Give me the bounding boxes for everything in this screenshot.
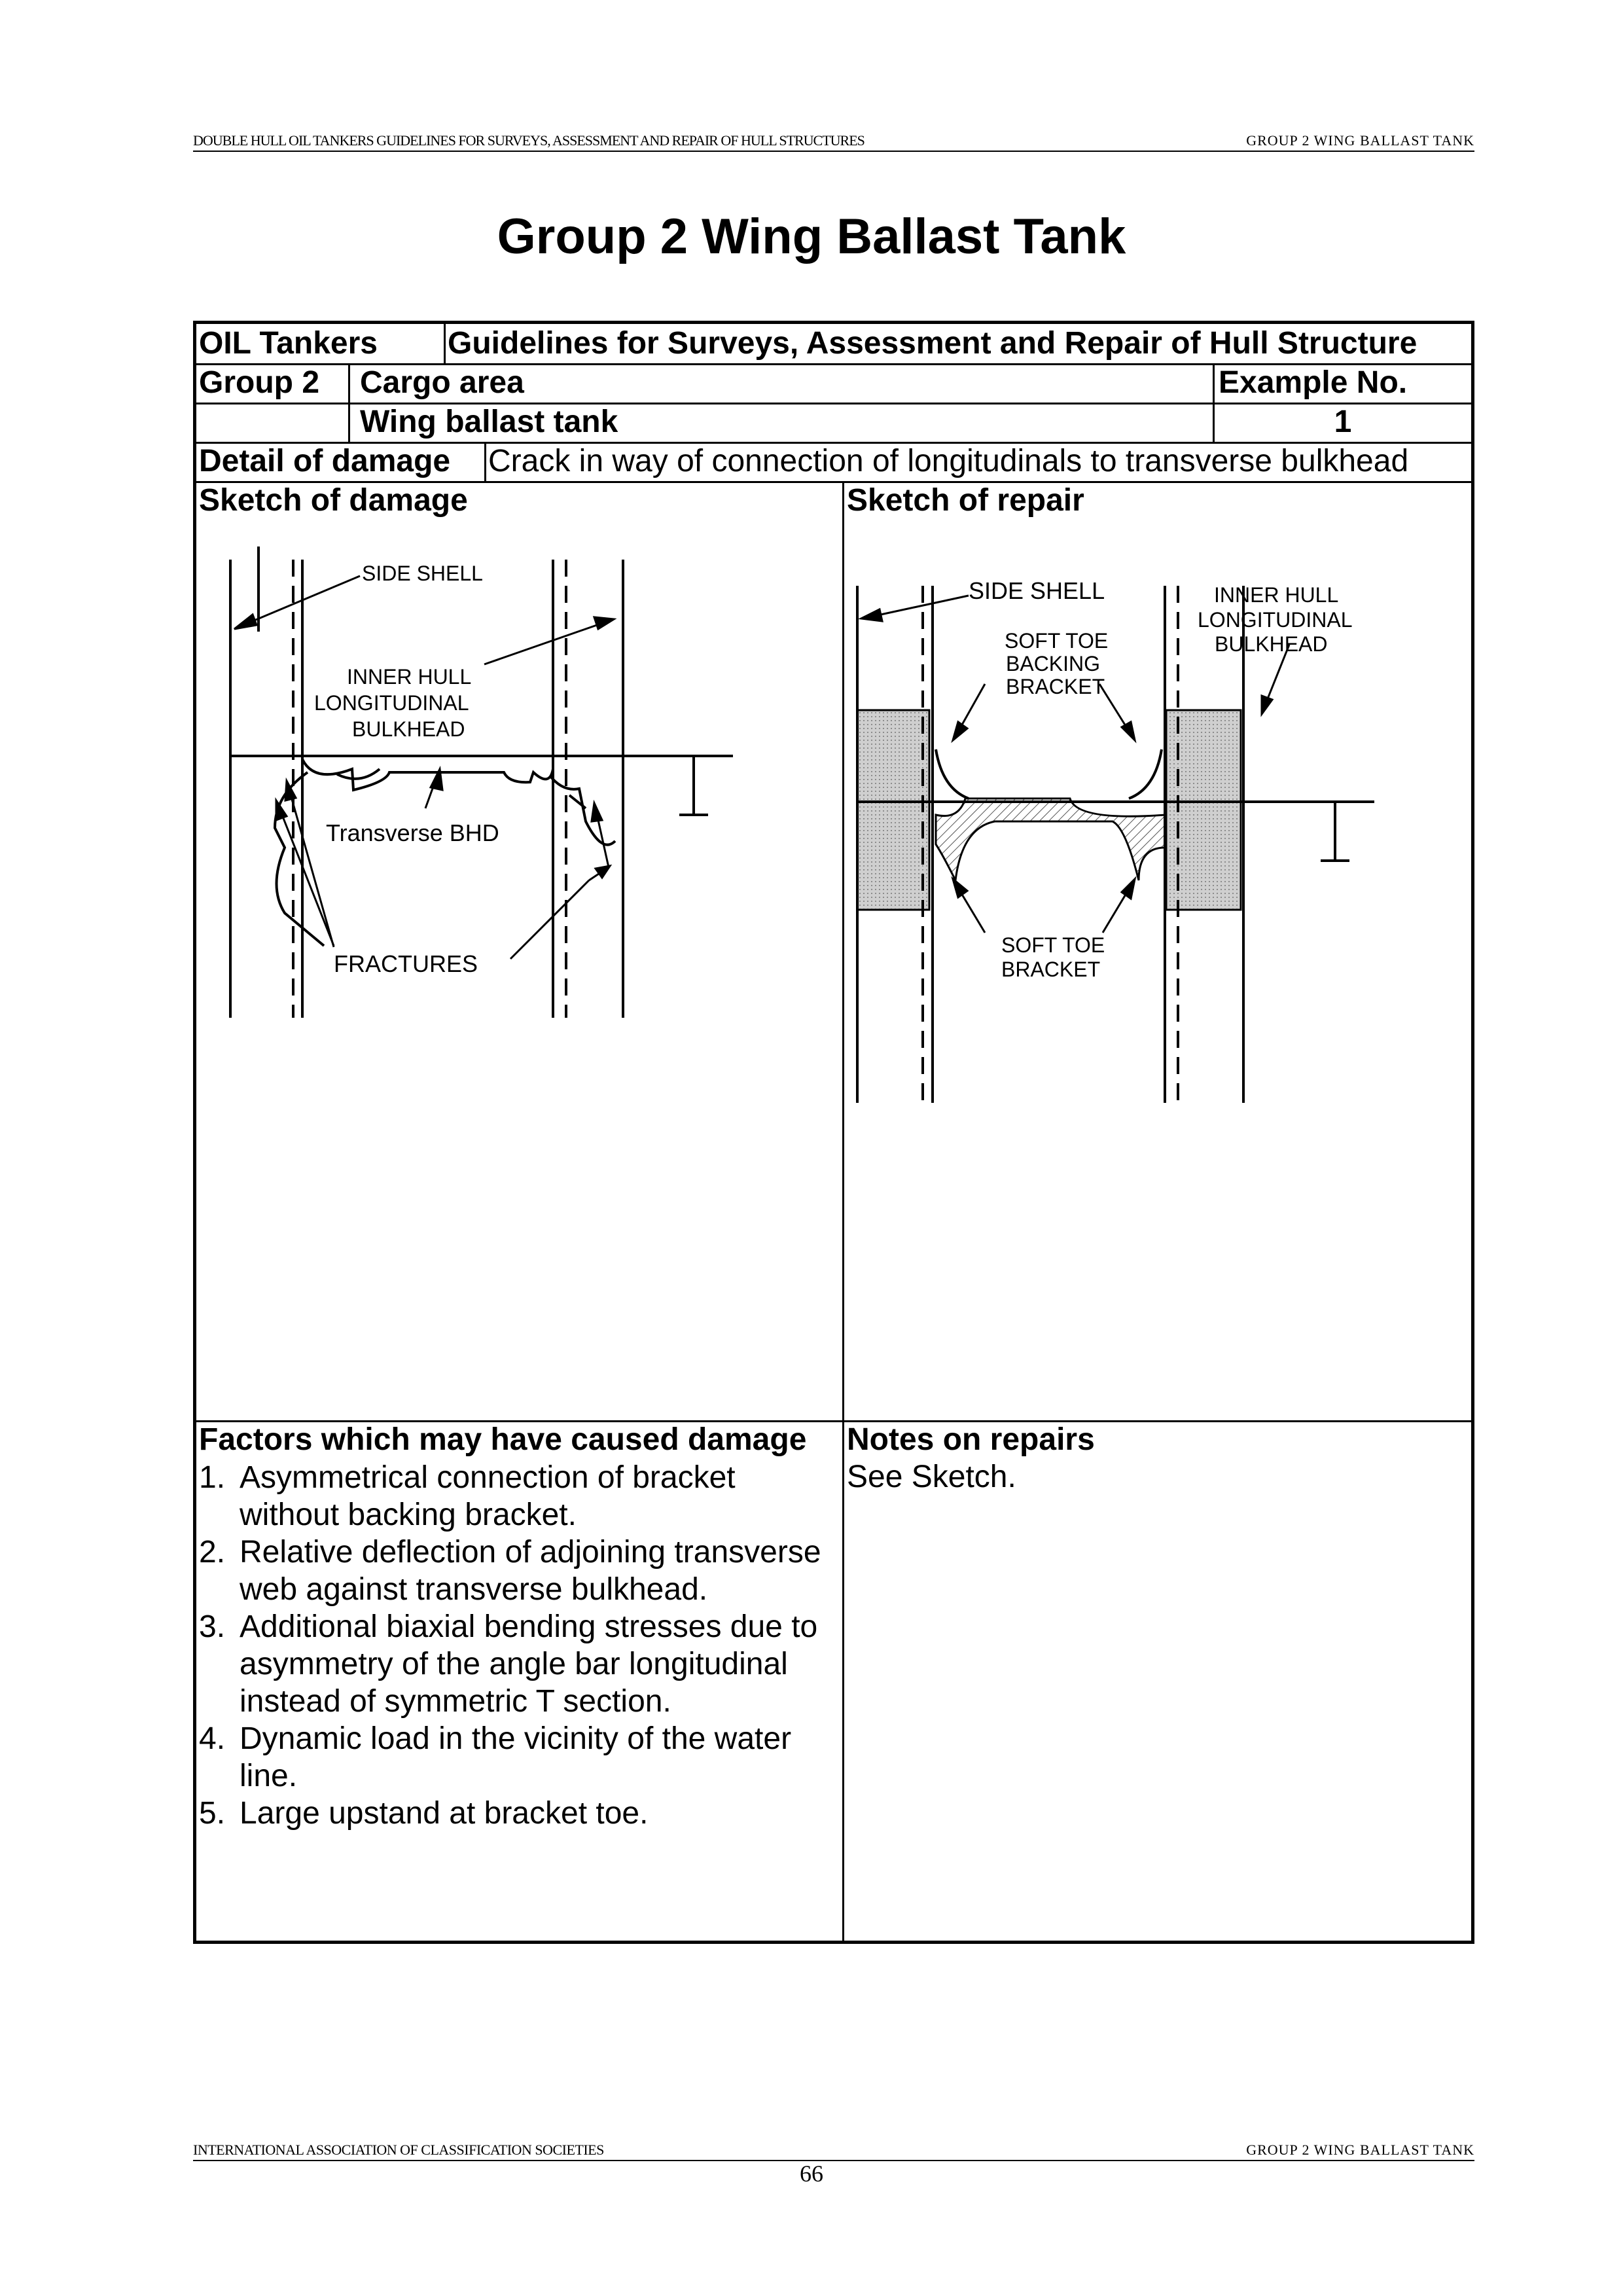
header-right: GROUP 2 WING BALLAST TANK: [1246, 132, 1474, 149]
example-number: 1: [1334, 404, 1352, 439]
page-number: 66: [800, 2161, 823, 2187]
repair-label-inner-hull-1: INNER HULL: [1214, 583, 1339, 607]
backing-bracket-right: [1129, 749, 1162, 798]
footer-left: INTERNATIONAL ASSOCIATION OF CLASSIFICATION SOCIETIES: [193, 2142, 604, 2158]
insert-plate-left: [857, 710, 929, 910]
factor-item: [199, 1534, 842, 1608]
running-footer: [193, 2140, 1474, 2161]
arrowhead: [594, 617, 614, 629]
arrowhead: [1122, 722, 1135, 740]
arrowhead: [953, 722, 967, 740]
damage-label-transverse-bhd: Transverse BHD: [326, 819, 499, 846]
arrowhead: [861, 609, 882, 621]
arrowhead: [1122, 879, 1135, 899]
example-label: Example No.: [1219, 365, 1408, 400]
factor-item: [199, 1720, 842, 1795]
fracture-right: [550, 776, 615, 845]
repair-label-inner-hull-2: LONGITUDINAL: [1198, 608, 1353, 632]
arrowhead: [596, 866, 610, 878]
detail-value: Crack in way of connection of longitudinals to transverse bulkhead: [488, 444, 1409, 478]
leader-fracture-3: [510, 880, 589, 959]
repair-label-side-shell: SIDE SHELL: [969, 577, 1105, 604]
damage-label-inner-hull-2: LONGITUDINAL: [314, 691, 469, 715]
factor-item: [199, 1459, 842, 1534]
factor-number: 3.: [199, 1609, 226, 1644]
grid-line: [348, 363, 350, 442]
sketch-damage-label: Sketch of damage: [199, 483, 468, 518]
repair-label-soft-toe-2: BRACKET: [1001, 958, 1101, 981]
leader-inner-hull: [484, 620, 612, 664]
header-left: DOUBLE HULL OIL TANKERS GUIDELINES FOR SURVEYS, ASSESSMENT AND REPAIR OF HULL STRUCTURES: [193, 132, 865, 149]
damage-label-fractures: FRACTURES: [334, 950, 478, 977]
factor-item: [199, 1795, 842, 1832]
arrowhead: [592, 803, 602, 821]
detail-label: Detail of damage: [199, 444, 451, 478]
arrowhead: [234, 615, 257, 629]
damage-label-inner-hull-3: BULKHEAD: [352, 717, 465, 741]
factor-text: Dynamic load in the vicinity of the water line.: [240, 1721, 792, 1793]
arrowhead: [953, 879, 967, 897]
factor-number: 1.: [199, 1460, 226, 1495]
sketch-repair-label: Sketch of repair: [847, 483, 1084, 518]
footer-right: GROUP 2 WING BALLAST TANK: [1246, 2142, 1474, 2158]
page-title: Group 2 Wing Ballast Tank: [497, 209, 1126, 264]
factor-number: 2.: [199, 1535, 226, 1570]
repair-label-soft-toe-1: SOFT TOE: [1001, 933, 1105, 957]
factor-text: Asymmetrical connection of bracket without backing bracket.: [240, 1460, 736, 1532]
damage-sketch: [223, 547, 812, 1070]
factor-text: Additional biaxial bending stresses due to asymmetry of the angle bar longitudinal instead of symmetric T section.: [240, 1609, 818, 1719]
damage-label-inner-hull-1: INNER HULL: [347, 665, 472, 689]
area-label: Cargo area: [360, 365, 524, 400]
location-label: Wing ballast tank: [360, 404, 618, 439]
factor-text: Large upstand at bracket toe.: [240, 1796, 649, 1831]
factor-number: 4.: [199, 1721, 226, 1756]
repair-label-backing-3: BRACKET: [1006, 675, 1105, 698]
notes-label: Notes on repairs: [847, 1422, 1095, 1457]
repair-label-backing-2: BACKING: [1006, 652, 1101, 675]
backing-bracket-left: [936, 749, 969, 798]
guideline-title: Guidelines for Surveys, Assessment and Repair of Hull Structure: [448, 326, 1418, 361]
factor-number: 5.: [199, 1796, 226, 1831]
grid-line: [484, 442, 486, 481]
damage-label-side-shell: SIDE SHELL: [362, 562, 483, 585]
damage-report-table: [193, 321, 1474, 1944]
notes-text: See Sketch.: [847, 1460, 1016, 1494]
bracket-toe-left: [337, 769, 380, 779]
factor-item: [199, 1608, 842, 1720]
running-header: [193, 131, 1474, 152]
repair-sketch: [851, 547, 1466, 1109]
factors-label: Factors which may have caused damage: [199, 1422, 807, 1457]
grid-line: [842, 481, 844, 1941]
repair-label-inner-hull-3: BULKHEAD: [1215, 632, 1328, 656]
group-label: Group 2: [199, 365, 320, 400]
factor-text: Relative deflection of adjoining transverse web against transverse bulkhead.: [240, 1535, 821, 1607]
repair-label-backing-1: SOFT TOE: [1005, 629, 1109, 653]
vessel-type: OIL Tankers: [199, 326, 378, 361]
transverse-bracket-hatched: [936, 798, 1165, 880]
factors-container: [199, 1459, 842, 1832]
arrowhead: [1262, 696, 1272, 714]
grid-line: [444, 324, 446, 363]
fracture-right-tip: [569, 795, 586, 808]
